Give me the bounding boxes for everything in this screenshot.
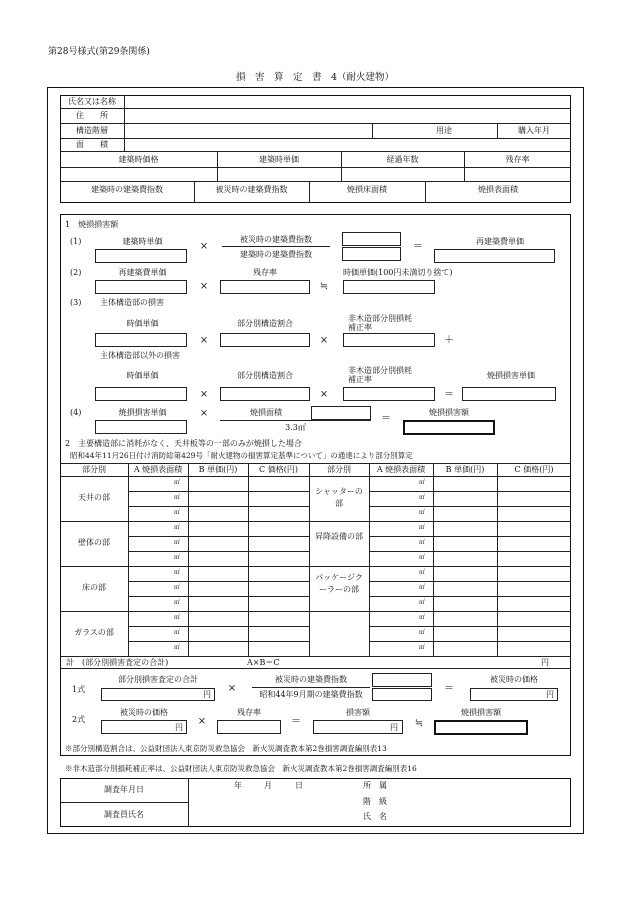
date-label: 調査年月日: [104, 785, 144, 794]
unit-m2: ㎡: [174, 539, 181, 546]
table-cell-input[interactable]: [498, 552, 570, 565]
times-symbol: ×: [199, 241, 209, 252]
table-cell-input[interactable]: [249, 537, 308, 550]
equals-symbol: ＝: [413, 241, 423, 252]
f6-burn-damage-box[interactable]: [434, 720, 528, 735]
unit-m2: ㎡: [419, 539, 426, 546]
area-label: 面 積: [76, 140, 108, 149]
part-label-left: 天井の部: [78, 492, 110, 502]
f2-rebuild-unit-label: 再建築費単価: [118, 268, 167, 277]
table-cell-input[interactable]: [189, 507, 247, 520]
f3b-loss-unit-label: 焼損損害単価: [487, 371, 535, 380]
unit-m2: ㎡: [174, 569, 181, 576]
num-4: (4): [70, 408, 82, 417]
day-label: 日: [295, 781, 303, 790]
table-cell-input[interactable]: [370, 537, 418, 550]
f6-burn-damage-label: 焼損損害額: [461, 708, 501, 717]
table-cell-input[interactable]: [498, 507, 570, 520]
table-cell-input[interactable]: [189, 582, 247, 595]
table-cell-input[interactable]: [434, 642, 496, 655]
unit-m2: ㎡: [174, 644, 181, 651]
total-yen: 円: [541, 658, 549, 667]
yen-unit: 円: [175, 723, 183, 732]
f4-loss-unit-label: 焼損損害単価: [118, 408, 167, 417]
f3b-market-unit-label: 時価単価: [126, 371, 159, 380]
table-cell-input[interactable]: [498, 597, 570, 610]
table-cell-input[interactable]: [498, 492, 570, 505]
table-cell-input[interactable]: [249, 477, 308, 490]
times-symbol: ×: [319, 335, 329, 346]
purchase-label: 購入年月: [518, 126, 550, 135]
table-cell-input[interactable]: [434, 522, 496, 535]
investigator-info-field[interactable]: [395, 780, 565, 824]
f3-ratio-box[interactable]: [220, 333, 310, 347]
structure-label: 構造階層: [76, 126, 108, 135]
owner-field[interactable]: [126, 96, 569, 107]
table-cell-input[interactable]: [249, 567, 308, 580]
table-cell-input[interactable]: [434, 477, 496, 490]
unit-m2: ㎡: [174, 584, 181, 591]
approx-symbol: ≒: [319, 281, 329, 292]
table-cell-input[interactable]: [498, 537, 570, 550]
burn-floor-label: 焼損床面積: [347, 185, 387, 194]
equals-symbol: ＝: [444, 389, 454, 400]
table-cell-input[interactable]: [498, 612, 570, 625]
table-cell-input[interactable]: [370, 522, 418, 535]
table-cell-input[interactable]: [189, 537, 247, 550]
date-field[interactable]: [192, 790, 342, 820]
total-label: 計 (部分別損害査定の合計): [66, 658, 169, 667]
part-label-left: 壁体の部: [78, 537, 110, 547]
group-line: [309, 611, 369, 612]
f3-coef-box[interactable]: [343, 333, 435, 347]
f1-disaster-index-box[interactable]: [342, 232, 401, 246]
table-cell-input[interactable]: [129, 522, 187, 535]
note-1: ※部分別構造割合は、公益財団法人東京防災救急協会 新火災調査教本第2巻損害調査編別表13: [65, 744, 387, 753]
table-cell-input[interactable]: [189, 627, 247, 640]
table-cell-input[interactable]: [249, 552, 308, 565]
f3b-ratio-box[interactable]: [220, 387, 310, 401]
times-symbol: ×: [199, 408, 209, 419]
table-cell-input[interactable]: [249, 522, 308, 535]
formula-1-label: 1式: [72, 685, 86, 694]
part-label-right: 昇降設備の部: [315, 532, 363, 541]
table-cell-input[interactable]: [249, 507, 308, 520]
equals-symbol: ＝: [381, 413, 391, 424]
build-unit-label: 建築時単価: [259, 155, 299, 164]
table-cell-input[interactable]: [189, 597, 247, 610]
f5-disaster-index-label: 被災時の建築費指数: [275, 675, 347, 684]
table-cell-input[interactable]: [498, 627, 570, 640]
disaster-index-label: 被災時の建築費指数: [215, 185, 288, 194]
unit-m2: ㎡: [174, 614, 181, 621]
table-cell-input[interactable]: [370, 612, 418, 625]
unit-m2: ㎡: [174, 524, 181, 531]
sec2-heading: 2 主要構造部に消耗がなく、天井板等の一部のみが焼損した場合: [65, 439, 302, 448]
f1-rebuild-unit-box[interactable]: [434, 249, 555, 263]
f6-residual-box[interactable]: [217, 720, 281, 734]
times-symbol: ×: [227, 683, 237, 694]
s44-index-box[interactable]: [372, 688, 432, 701]
years-label: 経過年数: [386, 155, 419, 164]
equals-symbol: ＝: [291, 716, 301, 727]
unit-m2: ㎡: [419, 629, 426, 636]
table-cell-input[interactable]: [370, 507, 418, 520]
f3-coef-label: 非木造部分別損耗補正率: [348, 314, 412, 332]
usage-field[interactable]: [455, 125, 495, 137]
f3-market-unit-label: 時価単価: [126, 319, 159, 328]
table-cell-input[interactable]: [129, 492, 187, 505]
sec2-note: 昭和44年11月26日付け消防総第429号「耐火建物の損害算定基準について」の通達により部分別算定: [70, 451, 413, 460]
unit-m2: ㎡: [419, 584, 426, 591]
f4-burn-area-box[interactable]: [311, 406, 371, 420]
table-cell-input[interactable]: [434, 612, 496, 625]
table-cell-input[interactable]: [370, 567, 418, 580]
total-formula: A×B＝C: [247, 658, 280, 667]
table-cell-input[interactable]: [498, 477, 570, 490]
formula-2-label: 2式: [72, 715, 86, 724]
part-label-right: パッケージクーラーの部: [315, 573, 363, 594]
unit-m2: ㎡: [419, 599, 426, 606]
f4-loss-total-box[interactable]: [403, 420, 495, 435]
unit-m2: ㎡: [419, 644, 426, 651]
group-line: [60, 521, 128, 522]
unit-m2: ㎡: [419, 479, 426, 486]
table-cell-input[interactable]: [189, 567, 247, 580]
table-cell-input[interactable]: [434, 552, 496, 565]
times-symbol: ×: [199, 335, 209, 346]
unit-m2: ㎡: [419, 494, 426, 501]
f1-build-unit-box[interactable]: [95, 249, 187, 263]
f2-market-unit-label: 時価単価(100円未満切り捨て): [343, 268, 453, 277]
col-part-left: 部分別: [82, 465, 106, 474]
f4-loss-unit-box[interactable]: [95, 420, 187, 434]
usage-label: 用途: [436, 126, 452, 135]
f3-ratio-label: 部分別構造割合: [237, 319, 293, 328]
table-cell-input[interactable]: [129, 597, 187, 610]
table-cell-input[interactable]: [370, 492, 418, 505]
table-cell-input[interactable]: [129, 627, 187, 640]
table-cell-input[interactable]: [498, 642, 570, 655]
residual-label: 残存率: [505, 155, 530, 164]
col-a-left: A 焼損表面積: [133, 465, 183, 474]
partial-total-box[interactable]: [101, 688, 215, 701]
table-cell-input[interactable]: [370, 477, 418, 490]
col-a-right: A 焼損表面積: [376, 465, 426, 474]
table-cell-input[interactable]: [129, 537, 187, 550]
f3b-ratio-label: 部分別構造割合: [237, 371, 293, 380]
table-cell-input[interactable]: [434, 507, 496, 520]
unit-m2: ㎡: [174, 554, 181, 561]
f5-disaster-price-label: 被災時の価格: [490, 675, 538, 684]
unit-m2: ㎡: [419, 509, 426, 516]
f3b-coef-label: 非木造部分別損耗補正率: [348, 366, 412, 384]
build-price-label: 建築時価格: [118, 155, 159, 164]
table-cell-input[interactable]: [189, 552, 247, 565]
f6-disaster-price-label: 被災時の価格: [120, 708, 168, 717]
yen-unit: 円: [203, 690, 211, 699]
investigator-label: 調査員氏名: [104, 810, 144, 819]
f2-rebuild-unit-box[interactable]: [95, 280, 187, 294]
table-cell-input[interactable]: [189, 492, 247, 505]
table-cell-input[interactable]: [434, 567, 496, 580]
times-symbol: ×: [319, 389, 329, 400]
table-cell-input[interactable]: [249, 597, 308, 610]
unit-m2: ㎡: [419, 524, 426, 531]
table-cell-input[interactable]: [249, 582, 308, 595]
f1-build-index-label: 建築時の建築費指数: [240, 250, 312, 259]
table-cell-input[interactable]: [498, 567, 570, 580]
table-cell-input[interactable]: [129, 582, 187, 595]
unit-m2: ㎡: [419, 614, 426, 621]
f1-disaster-index-label: 被災時の建築費指数: [240, 235, 312, 244]
table-cell-input[interactable]: [434, 537, 496, 550]
f3-market-unit-box[interactable]: [95, 333, 187, 347]
f6-residual-label: 残存率: [237, 708, 261, 717]
times-symbol: ×: [197, 716, 207, 727]
num-1: (1): [70, 237, 82, 246]
plus-symbol: ＋: [444, 335, 454, 346]
f1-build-index-box[interactable]: [342, 247, 401, 261]
unit-m2: ㎡: [174, 629, 181, 636]
table-cell-input[interactable]: [249, 492, 308, 505]
f3b-coef-box[interactable]: [343, 387, 435, 401]
note-2: ※非木造部分別損耗補正率は、公益財団法人東京防災救急協会 新火災調査教本第2巻損害調査編別表16: [65, 764, 417, 773]
times-symbol: ×: [199, 281, 209, 292]
table-cell-input[interactable]: [370, 627, 418, 640]
form-number: 第28号様式(第29条関係): [48, 47, 150, 57]
table-cell-input[interactable]: [189, 642, 247, 655]
unit-m2: ㎡: [174, 509, 181, 516]
group-line: [60, 566, 128, 567]
f2-residual-box[interactable]: [220, 280, 310, 294]
table-cell-input[interactable]: [370, 552, 418, 565]
table-cell-input[interactable]: [370, 642, 418, 655]
sec1-heading: 1 焼損損害額: [65, 220, 119, 229]
table-cell-input[interactable]: [498, 522, 570, 535]
owner-label: 氏名又は名称: [68, 97, 116, 106]
area-field[interactable]: [126, 139, 569, 150]
approx-symbol: ≒: [414, 718, 424, 729]
num-2: (2): [70, 268, 82, 277]
table-cell-input[interactable]: [189, 522, 247, 535]
table-cell-input[interactable]: [189, 477, 247, 490]
col-b-left: B 単価(円): [198, 465, 238, 474]
unit-m2: ㎡: [174, 494, 181, 501]
table-cell-input[interactable]: [249, 627, 308, 640]
part-label-left: ガラスの部: [74, 627, 114, 637]
main-loss-label: 主体構造部の損害: [100, 298, 164, 307]
year-label: 年: [234, 781, 242, 790]
table-cell-input[interactable]: [434, 492, 496, 505]
partial-total-label: 部分別損害査定の合計: [118, 675, 198, 684]
table-cell-input[interactable]: [434, 597, 496, 610]
col-c-left: C 価格(円): [259, 465, 298, 474]
s44-index-label: 昭和44年9月期の建築費指数: [259, 690, 363, 699]
burn-surface-label: 焼損表面積: [478, 185, 518, 194]
address-field[interactable]: [126, 110, 569, 122]
unit-m2: ㎡: [174, 479, 181, 486]
f2-market-unit-box[interactable]: [343, 280, 435, 294]
affiliation-label: 所 属: [363, 781, 387, 790]
table-cell-input[interactable]: [434, 582, 496, 595]
f5-disaster-price-box[interactable]: [470, 688, 558, 701]
f4-burn-area-label: 焼損面積: [250, 408, 282, 417]
part-label-left: 床の部: [82, 582, 106, 592]
unit-m2: ㎡: [419, 569, 426, 576]
table-cell-input[interactable]: [370, 597, 418, 610]
table-cell-input[interactable]: [498, 582, 570, 595]
col-part-right: 部分別: [327, 465, 351, 474]
table-cell-input[interactable]: [370, 582, 418, 595]
rank-label: 階 級: [363, 797, 387, 806]
address-label: 住 所: [76, 111, 108, 120]
group-line: [309, 521, 369, 522]
times-symbol: ×: [199, 389, 209, 400]
num-3: (3): [70, 298, 82, 307]
build-index-label: 建築時の建築費指数: [91, 185, 163, 194]
unit-m2: ㎡: [174, 599, 181, 606]
name-label: 氏 名: [363, 812, 387, 821]
group-line: [60, 611, 128, 612]
f3b-market-unit-box[interactable]: [95, 387, 187, 401]
table-cell-input[interactable]: [189, 612, 247, 625]
group-line: [309, 566, 369, 567]
yen-unit: 円: [390, 723, 398, 732]
f1-rebuild-unit-label: 再建築費単価: [476, 237, 524, 246]
f3b-loss-unit-box[interactable]: [462, 387, 556, 401]
f6-damage-label: 損害額: [346, 708, 370, 717]
f4-area-value: 3.3㎡: [285, 423, 306, 432]
table-cell-input[interactable]: [129, 552, 187, 565]
table-cell-input[interactable]: [434, 627, 496, 640]
table-cell-input[interactable]: [129, 612, 187, 625]
f4-loss-total-label: 焼損損害額: [429, 408, 469, 417]
page-title: 損 害 算 定 書 4（耐火建物）: [235, 72, 395, 83]
table-cell-input[interactable]: [249, 612, 308, 625]
col-b-right: B 単価(円): [445, 465, 485, 474]
month-label: 月: [264, 781, 272, 790]
f5-disaster-index-box[interactable]: [372, 673, 432, 687]
table-cell-input[interactable]: [129, 477, 187, 490]
f2-residual-label: 残存率: [253, 268, 277, 277]
table-cell-input[interactable]: [129, 507, 187, 520]
f1-build-unit-label: 建築時単価: [122, 237, 163, 246]
equals-symbol: ＝: [444, 683, 454, 694]
other-loss-label: 主体構造部以外の損害: [100, 351, 180, 360]
table-cell-input[interactable]: [129, 567, 187, 580]
table-cell-input[interactable]: [129, 642, 187, 655]
structure-field[interactable]: [126, 125, 370, 137]
table-cell-input[interactable]: [249, 642, 308, 655]
yen-unit: 円: [546, 690, 554, 699]
col-c-right: C 価格(円): [514, 465, 554, 474]
unit-m2: ㎡: [419, 554, 426, 561]
part-label-right: シャッターの部: [315, 487, 363, 508]
